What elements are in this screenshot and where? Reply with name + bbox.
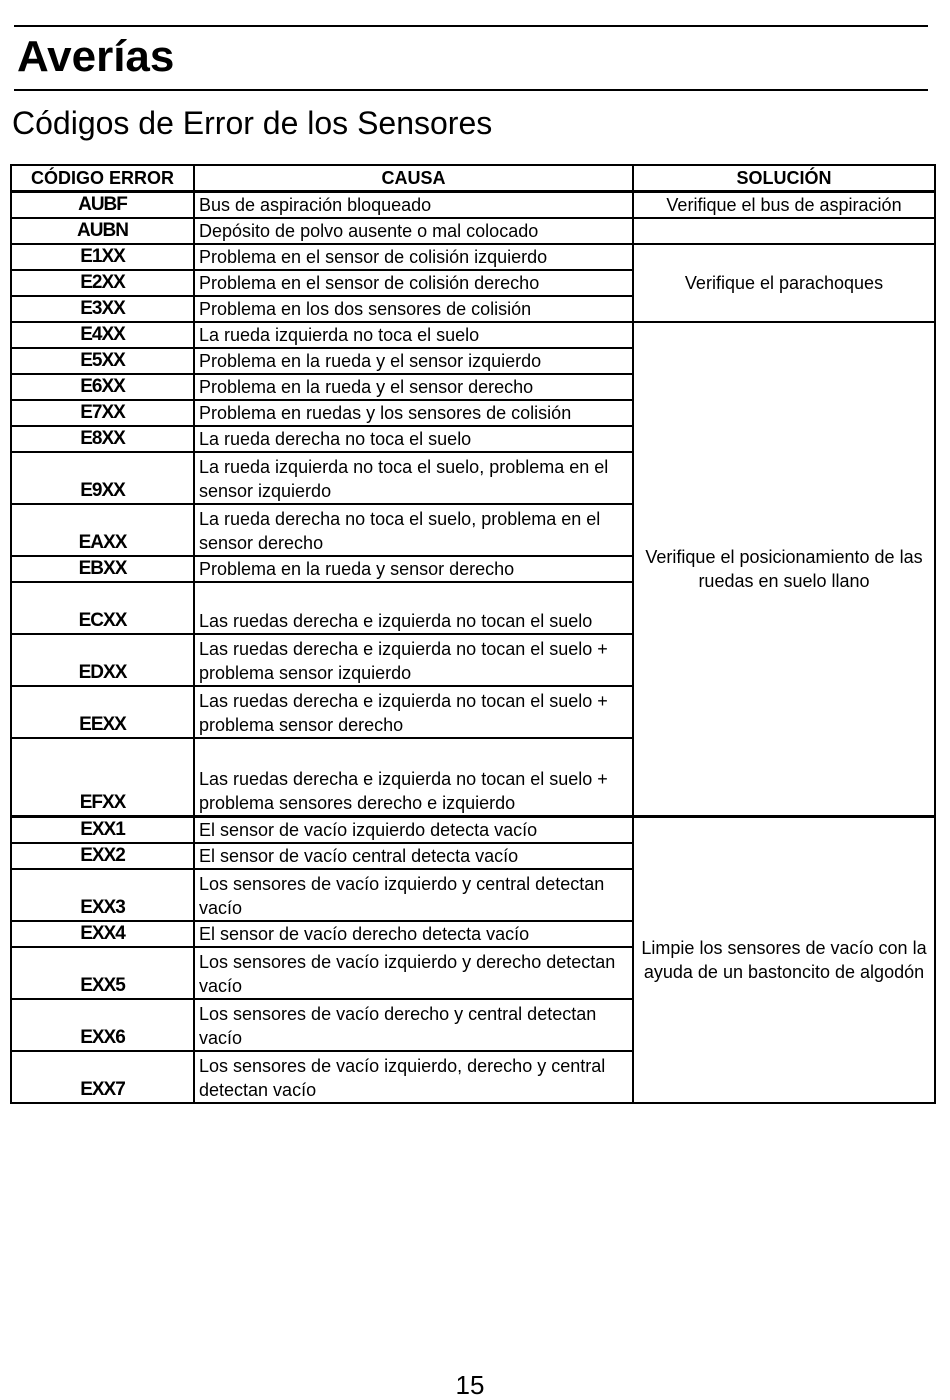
error-code: EXX2 [11, 843, 194, 869]
error-code: EXX4 [11, 921, 194, 947]
error-cause: Las ruedas derecha e izquierda no tocan el suelo + problema sensor derecho [194, 686, 633, 738]
table-row [11, 322, 935, 348]
error-cause: Depósito de polvo ausente o mal colocado [194, 218, 633, 244]
error-codes-table [10, 164, 936, 1104]
page-number: 15 [455, 1370, 485, 1400]
table-row [11, 244, 935, 270]
error-code: E2XX [11, 270, 194, 296]
error-cause: Problema en el sensor de colisión derecho [194, 270, 633, 296]
error-code: E3XX [11, 296, 194, 322]
error-cause: Los sensores de vacío derecho y central detectan vacío [194, 999, 633, 1051]
error-code: E1XX [11, 244, 194, 270]
error-code: EXX5 [11, 947, 194, 999]
error-cause: Problema en ruedas y los sensores de colisión [194, 400, 633, 426]
header-cause: CAUSA [194, 165, 633, 192]
table-header-row [11, 165, 935, 192]
table-row [11, 192, 935, 219]
error-cause: Las ruedas derecha e izquierda no tocan el suelo + problema sensores derecho e izquierdo [194, 738, 633, 817]
error-cause: Bus de aspiración bloqueado [194, 192, 633, 219]
top-rule [14, 25, 928, 27]
error-code: EXX1 [11, 817, 194, 844]
table-row [11, 817, 935, 844]
error-code: E8XX [11, 426, 194, 452]
error-cause: Los sensores de vacío izquierdo y derecho detectan vacío [194, 947, 633, 999]
error-code: EEXX [11, 686, 194, 738]
error-solution: Verifique el bus de aspiración [633, 192, 935, 219]
error-cause: El sensor de vacío izquierdo detecta vacío [194, 817, 633, 844]
error-code: ECXX [11, 582, 194, 634]
error-cause: Problema en la rueda y sensor derecho [194, 556, 633, 582]
error-code: EXX3 [11, 869, 194, 921]
error-cause: Los sensores de vacío izquierdo, derecho y central detectan vacío [194, 1051, 633, 1103]
error-cause: Las ruedas derecha e izquierda no tocan el suelo + problema sensor izquierdo [194, 634, 633, 686]
page-title: Averías [17, 32, 175, 81]
error-code: EXX6 [11, 999, 194, 1051]
error-cause: Problema en el sensor de colisión izquierdo [194, 244, 633, 270]
solution-vacuum: Limpie los sensores de vacío con la ayuda de un bastoncito de algodón [633, 817, 935, 1104]
title-rule [14, 89, 928, 91]
error-cause: La rueda izquierda no toca el suelo, problema en el sensor izquierdo [194, 452, 633, 504]
error-cause: Problema en los dos sensores de colisión [194, 296, 633, 322]
error-cause: Los sensores de vacío izquierdo y central detectan vacío [194, 869, 633, 921]
error-codes-table-wrapper [10, 164, 934, 1104]
header-solution: SOLUCIÓN [633, 165, 935, 192]
error-code: E4XX [11, 322, 194, 348]
error-solution [633, 218, 935, 244]
error-cause: El sensor de vacío central detecta vacío [194, 843, 633, 869]
section-title: Códigos de Error de los Sensores [12, 105, 493, 141]
error-code: E9XX [11, 452, 194, 504]
error-code: EFXX [11, 738, 194, 817]
error-code: E7XX [11, 400, 194, 426]
error-cause: La rueda izquierda no toca el suelo [194, 322, 633, 348]
error-cause: La rueda derecha no toca el suelo [194, 426, 633, 452]
error-cause: El sensor de vacío derecho detecta vacío [194, 921, 633, 947]
error-code: EXX7 [11, 1051, 194, 1103]
table-row [11, 218, 935, 244]
header-code: CÓDIGO ERROR [11, 165, 194, 192]
error-cause: La rueda derecha no toca el suelo, problema en el sensor derecho [194, 504, 633, 556]
error-code: AUBN [11, 218, 194, 244]
solution-collision: Verifique el parachoques [633, 244, 935, 322]
error-code: EAXX [11, 504, 194, 556]
error-code: AUBF [11, 192, 194, 219]
error-cause: Problema en la rueda y el sensor izquierdo [194, 348, 633, 374]
error-code: EDXX [11, 634, 194, 686]
error-code: EBXX [11, 556, 194, 582]
error-cause: Problema en la rueda y el sensor derecho [194, 374, 633, 400]
error-code: E6XX [11, 374, 194, 400]
error-cause: Las ruedas derecha e izquierda no tocan el suelo [194, 582, 633, 634]
solution-wheels: Verifique el posicionamiento de las ruedas en suelo llano [633, 322, 935, 817]
error-code: E5XX [11, 348, 194, 374]
